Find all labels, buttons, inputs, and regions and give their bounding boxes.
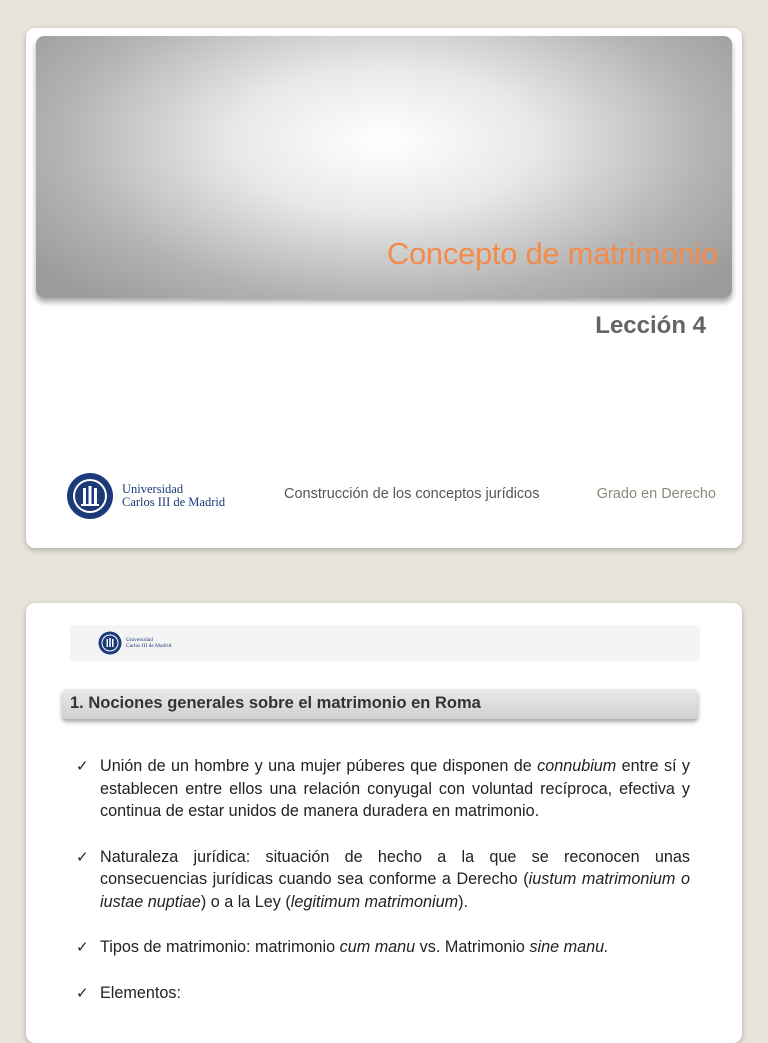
section-title: 1. Nociones generales sobre el matrimonio en Roma — [70, 694, 481, 712]
university-seal-icon — [66, 472, 114, 520]
title-slide — [26, 28, 742, 548]
university-logo-small — [98, 631, 171, 655]
check-icon: ✓ — [76, 757, 89, 775]
list-item: ✓ Tipos de matrimonio: matrimonio cum manu vs. Matrimonio sine manu. — [76, 936, 690, 959]
slide-title: Concepto de matrimonio — [386, 236, 718, 271]
section-header — [62, 689, 698, 719]
course-name: Construcción de los conceptos jurídicos — [284, 486, 540, 502]
university-logo — [66, 472, 225, 520]
degree-name: Grado en Derecho — [596, 486, 716, 502]
slide-header — [70, 625, 700, 661]
check-icon: ✓ — [76, 847, 89, 866]
university-name: Universidad Carlos III de Madrid — [122, 482, 226, 509]
bullet-list — [76, 755, 690, 1027]
title-banner — [36, 36, 732, 298]
check-icon: ✓ — [76, 983, 89, 1002]
university-name-small: Universidad Carlos III de Madrid — [126, 637, 172, 649]
slide-footer — [66, 472, 716, 520]
list-item: ✓ Elementos: — [76, 982, 690, 1005]
content-slide — [26, 603, 742, 1043]
lesson-number: Lección 4 — [595, 312, 706, 339]
university-seal-icon — [98, 631, 122, 655]
list-item: ✓ Naturaleza jurídica: situación de hecho a la que se reconocen unas consecuencias jurídicas cuando sea conforme a Derecho (iustum matrimonium o iustae nuptiae) o a la Ley (legitimum matrimonium). — [76, 847, 690, 911]
check-icon: ✓ — [76, 938, 89, 956]
list-item: ✓ Unión de un hombre y una mujer púberes que disponen de connubium entre sí y establecen entre ellos una relación conyugal con voluntad recíproca, efectiva y continua de estar unidos de manera duradera en matrimonio. — [76, 757, 690, 820]
